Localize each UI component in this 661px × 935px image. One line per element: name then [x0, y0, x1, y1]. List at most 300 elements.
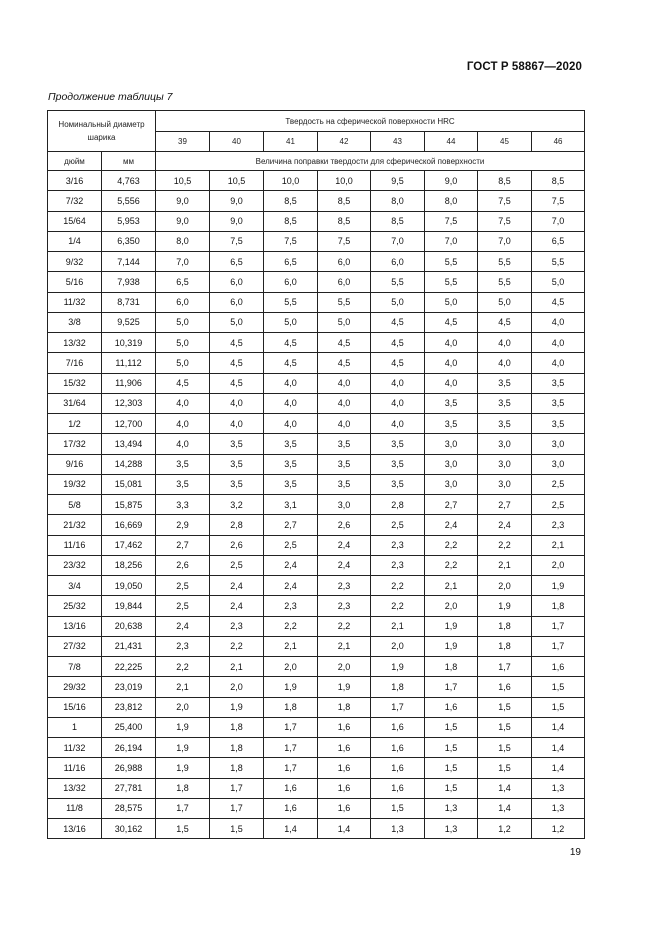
cell-diameter-inch: 11/16 [48, 535, 102, 555]
cell-correction-value: 6,0 [210, 272, 264, 292]
cell-correction-value: 1,2 [532, 819, 585, 839]
cell-correction-value: 7,5 [210, 231, 264, 251]
cell-correction-value: 2,1 [425, 576, 478, 596]
cell-diameter-mm: 9,525 [102, 312, 156, 332]
cell-correction-value: 3,5 [264, 454, 318, 474]
cell-correction-value: 3,0 [532, 434, 585, 454]
cell-correction-value: 2,5 [264, 535, 318, 555]
table-row [48, 333, 585, 353]
cell-correction-value: 1,9 [156, 738, 210, 758]
cell-correction-value: 2,2 [371, 576, 425, 596]
cell-correction-value: 1,9 [425, 636, 478, 656]
cell-correction-value: 1,6 [371, 778, 425, 798]
cell-correction-value: 2,0 [425, 596, 478, 616]
cell-correction-value: 6,5 [264, 252, 318, 272]
cell-correction-value: 1,8 [210, 758, 264, 778]
cell-diameter-mm: 30,162 [102, 819, 156, 839]
cell-correction-value: 7,0 [371, 231, 425, 251]
cell-correction-value: 9,0 [210, 211, 264, 231]
cell-correction-value: 3,5 [371, 454, 425, 474]
cell-diameter-mm: 23,019 [102, 677, 156, 697]
cell-correction-value: 4,5 [210, 353, 264, 373]
cell-correction-value: 2,5 [156, 596, 210, 616]
cell-correction-value: 9,0 [210, 191, 264, 211]
cell-diameter-mm: 21,431 [102, 636, 156, 656]
cell-diameter-inch: 31/64 [48, 393, 102, 413]
cell-correction-value: 4,5 [210, 373, 264, 393]
cell-correction-value: 1,9 [264, 677, 318, 697]
cell-correction-value: 3,5 [264, 434, 318, 454]
page-number: 19 [569, 847, 581, 858]
cell-correction-value: 1,7 [264, 717, 318, 737]
cell-correction-value: 2,5 [371, 515, 425, 535]
cell-diameter-mm: 4,763 [102, 171, 156, 191]
cell-correction-value: 3,3 [156, 495, 210, 515]
cell-correction-value: 10,5 [156, 171, 210, 191]
cell-correction-value: 9,0 [156, 211, 210, 231]
cell-correction-value: 1,5 [425, 778, 478, 798]
cell-correction-value: 4,5 [264, 333, 318, 353]
cell-correction-value: 1,3 [532, 798, 585, 818]
cell-correction-value: 1,5 [425, 758, 478, 778]
cell-correction-value: 2,0 [371, 636, 425, 656]
hardness-column-header: 45 [478, 132, 532, 152]
table-row [48, 819, 585, 839]
cell-diameter-mm: 8,731 [102, 292, 156, 312]
cell-correction-value: 2,3 [371, 535, 425, 555]
cell-correction-value: 1,6 [532, 657, 585, 677]
cell-correction-value: 4,5 [210, 333, 264, 353]
cell-correction-value: 1,5 [478, 717, 532, 737]
cell-correction-value: 1,6 [318, 778, 371, 798]
cell-correction-value: 2,0 [210, 677, 264, 697]
cell-correction-value: 3,5 [532, 414, 585, 434]
cell-diameter-inch: 13/32 [48, 778, 102, 798]
cell-diameter-inch: 13/16 [48, 616, 102, 636]
cell-diameter-mm: 19,050 [102, 576, 156, 596]
cell-correction-value: 3,0 [425, 474, 478, 494]
standard-code: ГОСТ Р 58867—2020 [466, 61, 582, 73]
header-correction-value: Величина поправки твердости для сферической поверхности [156, 152, 585, 171]
cell-correction-value: 2,1 [318, 636, 371, 656]
cell-diameter-inch: 3/16 [48, 171, 102, 191]
cell-correction-value: 3,2 [210, 495, 264, 515]
cell-diameter-inch: 9/16 [48, 454, 102, 474]
cell-correction-value: 1,6 [318, 717, 371, 737]
cell-correction-value: 6,5 [156, 272, 210, 292]
cell-correction-value: 2,6 [156, 555, 210, 575]
cell-diameter-inch: 11/16 [48, 758, 102, 778]
cell-correction-value: 2,0 [156, 697, 210, 717]
cell-correction-value: 8,5 [264, 191, 318, 211]
cell-diameter-mm: 5,556 [102, 191, 156, 211]
cell-correction-value: 4,5 [371, 312, 425, 332]
cell-correction-value: 1,3 [425, 798, 478, 818]
cell-correction-value: 8,5 [371, 211, 425, 231]
cell-correction-value: 4,0 [425, 333, 478, 353]
cell-correction-value: 4,0 [371, 393, 425, 413]
cell-correction-value: 3,0 [478, 454, 532, 474]
cell-diameter-mm: 27,781 [102, 778, 156, 798]
cell-correction-value: 1,4 [478, 798, 532, 818]
cell-correction-value: 8,0 [371, 191, 425, 211]
hardness-correction-table [47, 110, 585, 839]
hardness-column-header: 40 [210, 132, 264, 152]
cell-correction-value: 4,0 [210, 414, 264, 434]
cell-correction-value: 6,5 [532, 231, 585, 251]
cell-correction-value: 2,5 [210, 555, 264, 575]
cell-diameter-inch: 25/32 [48, 596, 102, 616]
cell-correction-value: 4,0 [264, 373, 318, 393]
cell-diameter-inch: 3/4 [48, 576, 102, 596]
cell-correction-value: 8,5 [478, 171, 532, 191]
cell-correction-value: 3,5 [210, 434, 264, 454]
cell-correction-value: 3,5 [156, 474, 210, 494]
cell-correction-value: 1,7 [478, 657, 532, 677]
cell-correction-value: 4,5 [318, 353, 371, 373]
table-row [48, 211, 585, 231]
cell-correction-value: 1,5 [425, 717, 478, 737]
cell-correction-value: 2,1 [371, 616, 425, 636]
cell-correction-value: 4,0 [425, 373, 478, 393]
cell-correction-value: 1,8 [210, 717, 264, 737]
cell-correction-value: 3,5 [156, 454, 210, 474]
cell-correction-value: 1,5 [210, 819, 264, 839]
table-row [48, 414, 585, 434]
cell-correction-value: 2,2 [318, 616, 371, 636]
cell-diameter-mm: 23,812 [102, 697, 156, 717]
cell-diameter-inch: 7/16 [48, 353, 102, 373]
cell-correction-value: 1,9 [371, 657, 425, 677]
cell-correction-value: 5,5 [371, 272, 425, 292]
cell-correction-value: 2,1 [532, 535, 585, 555]
header-nominal-diameter: Номинальный диаметр шарика [48, 111, 156, 152]
table-row [48, 272, 585, 292]
cell-correction-value: 3,5 [532, 373, 585, 393]
cell-correction-value: 2,1 [210, 657, 264, 677]
cell-correction-value: 1,5 [425, 738, 478, 758]
cell-diameter-mm: 15,081 [102, 474, 156, 494]
cell-correction-value: 4,5 [371, 333, 425, 353]
cell-correction-value: 3,5 [318, 434, 371, 454]
cell-correction-value: 3,0 [478, 434, 532, 454]
cell-correction-value: 3,5 [532, 393, 585, 413]
table-row [48, 677, 585, 697]
cell-correction-value: 2,3 [318, 576, 371, 596]
cell-correction-value: 4,0 [532, 312, 585, 332]
cell-diameter-mm: 7,144 [102, 252, 156, 272]
cell-diameter-mm: 6,350 [102, 231, 156, 251]
cell-correction-value: 4,0 [264, 414, 318, 434]
cell-correction-value: 4,5 [371, 353, 425, 373]
cell-correction-value: 1,3 [532, 778, 585, 798]
cell-correction-value: 2,2 [156, 657, 210, 677]
cell-correction-value: 1,8 [210, 738, 264, 758]
cell-correction-value: 8,5 [532, 171, 585, 191]
cell-correction-value: 2,0 [478, 576, 532, 596]
header-unit-mm: мм [102, 152, 156, 171]
cell-correction-value: 1,6 [425, 697, 478, 717]
cell-correction-value: 4,5 [318, 333, 371, 353]
table-row [48, 576, 585, 596]
table-row [48, 454, 585, 474]
cell-correction-value: 1,7 [210, 778, 264, 798]
cell-correction-value: 1,9 [210, 697, 264, 717]
cell-correction-value: 1,6 [318, 738, 371, 758]
table-row [48, 495, 585, 515]
cell-correction-value: 8,0 [156, 231, 210, 251]
cell-correction-value: 1,6 [371, 738, 425, 758]
cell-diameter-mm: 28,575 [102, 798, 156, 818]
cell-correction-value: 4,0 [318, 393, 371, 413]
cell-correction-value: 2,1 [478, 555, 532, 575]
cell-correction-value: 1,7 [532, 616, 585, 636]
cell-correction-value: 2,3 [371, 555, 425, 575]
cell-correction-value: 3,1 [264, 495, 318, 515]
cell-correction-value: 7,0 [478, 231, 532, 251]
cell-correction-value: 1,8 [264, 697, 318, 717]
hardness-column-header: 39 [156, 132, 210, 152]
cell-diameter-inch: 1 [48, 717, 102, 737]
cell-correction-value: 1,8 [425, 657, 478, 677]
cell-correction-value: 8,0 [425, 191, 478, 211]
cell-diameter-mm: 19,844 [102, 596, 156, 616]
cell-correction-value: 3,5 [425, 414, 478, 434]
cell-correction-value: 6,0 [156, 292, 210, 312]
cell-correction-value: 1,9 [478, 596, 532, 616]
cell-diameter-mm: 7,938 [102, 272, 156, 292]
table-row [48, 636, 585, 656]
cell-correction-value: 1,4 [532, 717, 585, 737]
cell-correction-value: 8,5 [264, 211, 318, 231]
cell-diameter-mm: 10,319 [102, 333, 156, 353]
cell-correction-value: 4,0 [156, 393, 210, 413]
cell-correction-value: 1,6 [318, 798, 371, 818]
cell-correction-value: 2,4 [210, 576, 264, 596]
cell-diameter-inch: 17/32 [48, 434, 102, 454]
cell-correction-value: 4,5 [156, 373, 210, 393]
table-row [48, 798, 585, 818]
cell-diameter-inch: 5/8 [48, 495, 102, 515]
cell-correction-value: 1,4 [532, 738, 585, 758]
cell-diameter-inch: 29/32 [48, 677, 102, 697]
cell-correction-value: 4,0 [371, 414, 425, 434]
cell-correction-value: 7,5 [425, 211, 478, 231]
cell-diameter-mm: 5,953 [102, 211, 156, 231]
cell-correction-value: 3,5 [425, 393, 478, 413]
cell-correction-value: 4,0 [264, 393, 318, 413]
cell-diameter-mm: 25,400 [102, 717, 156, 737]
cell-correction-value: 4,0 [371, 373, 425, 393]
cell-correction-value: 6,0 [371, 252, 425, 272]
cell-correction-value: 6,0 [210, 292, 264, 312]
cell-correction-value: 1,9 [318, 677, 371, 697]
cell-correction-value: 2,6 [210, 535, 264, 555]
cell-correction-value: 2,7 [425, 495, 478, 515]
cell-correction-value: 2,5 [532, 474, 585, 494]
cell-correction-value: 5,5 [532, 252, 585, 272]
cell-correction-value: 2,0 [264, 657, 318, 677]
cell-diameter-mm: 11,906 [102, 373, 156, 393]
cell-diameter-inch: 13/16 [48, 819, 102, 839]
cell-correction-value: 1,6 [318, 758, 371, 778]
cell-correction-value: 2,4 [156, 616, 210, 636]
cell-correction-value: 2,4 [425, 515, 478, 535]
cell-diameter-mm: 13,494 [102, 434, 156, 454]
cell-correction-value: 1,5 [532, 677, 585, 697]
cell-correction-value: 6,0 [318, 272, 371, 292]
cell-correction-value: 1,5 [478, 697, 532, 717]
cell-correction-value: 3,0 [318, 495, 371, 515]
cell-correction-value: 7,5 [478, 191, 532, 211]
cell-correction-value: 1,4 [264, 819, 318, 839]
cell-correction-value: 5,0 [478, 292, 532, 312]
cell-correction-value: 3,5 [478, 373, 532, 393]
cell-diameter-inch: 21/32 [48, 515, 102, 535]
cell-diameter-mm: 18,256 [102, 555, 156, 575]
cell-correction-value: 5,5 [264, 292, 318, 312]
cell-diameter-inch: 15/64 [48, 211, 102, 231]
cell-correction-value: 3,5 [264, 474, 318, 494]
cell-correction-value: 1,7 [210, 798, 264, 818]
cell-correction-value: 2,4 [318, 555, 371, 575]
cell-diameter-inch: 7/8 [48, 657, 102, 677]
cell-correction-value: 3,0 [425, 434, 478, 454]
cell-diameter-inch: 15/16 [48, 697, 102, 717]
cell-correction-value: 7,5 [264, 231, 318, 251]
hardness-column-header: 44 [425, 132, 478, 152]
cell-correction-value: 8,5 [318, 191, 371, 211]
cell-correction-value: 1,5 [532, 697, 585, 717]
cell-correction-value: 3,5 [371, 434, 425, 454]
cell-correction-value: 1,9 [532, 576, 585, 596]
cell-diameter-inch: 11/8 [48, 798, 102, 818]
cell-correction-value: 2,3 [532, 515, 585, 535]
cell-correction-value: 2,5 [532, 495, 585, 515]
table-row [48, 231, 585, 251]
cell-correction-value: 4,0 [478, 353, 532, 373]
table-row [48, 697, 585, 717]
table-row [48, 191, 585, 211]
cell-correction-value: 1,4 [478, 778, 532, 798]
cell-diameter-inch: 7/32 [48, 191, 102, 211]
cell-correction-value: 4,0 [156, 414, 210, 434]
table-caption: Продолжение таблицы 7 [48, 91, 173, 103]
header-hardness: Твердость на сферической поверхности HRC [156, 111, 585, 132]
cell-correction-value: 2,2 [371, 596, 425, 616]
cell-correction-value: 5,0 [532, 272, 585, 292]
cell-correction-value: 1,6 [478, 677, 532, 697]
cell-correction-value: 1,6 [371, 758, 425, 778]
cell-diameter-mm: 14,288 [102, 454, 156, 474]
cell-correction-value: 4,5 [478, 312, 532, 332]
cell-correction-value: 4,0 [425, 353, 478, 373]
cell-diameter-mm: 15,875 [102, 495, 156, 515]
cell-correction-value: 2,2 [425, 555, 478, 575]
cell-correction-value: 7,5 [478, 211, 532, 231]
cell-diameter-mm: 26,988 [102, 758, 156, 778]
cell-correction-value: 5,0 [318, 312, 371, 332]
table-row [48, 758, 585, 778]
cell-diameter-inch: 9/32 [48, 252, 102, 272]
cell-correction-value: 1,3 [371, 819, 425, 839]
cell-correction-value: 9,0 [425, 171, 478, 191]
cell-correction-value: 10,0 [318, 171, 371, 191]
cell-correction-value: 7,5 [318, 231, 371, 251]
cell-correction-value: 7,0 [425, 231, 478, 251]
hardness-column-header: 42 [318, 132, 371, 152]
cell-correction-value: 4,5 [264, 353, 318, 373]
cell-correction-value: 3,5 [478, 414, 532, 434]
cell-diameter-mm: 16,669 [102, 515, 156, 535]
cell-diameter-inch: 11/32 [48, 738, 102, 758]
cell-correction-value: 3,0 [532, 454, 585, 474]
cell-correction-value: 3,5 [478, 393, 532, 413]
table-row [48, 515, 585, 535]
table-row [48, 353, 585, 373]
cell-correction-value: 5,0 [425, 292, 478, 312]
cell-correction-value: 4,0 [532, 333, 585, 353]
table-row [48, 596, 585, 616]
cell-correction-value: 2,8 [371, 495, 425, 515]
cell-correction-value: 1,9 [156, 717, 210, 737]
table-row [48, 738, 585, 758]
cell-correction-value: 1,4 [318, 819, 371, 839]
cell-correction-value: 1,6 [264, 798, 318, 818]
cell-correction-value: 4,0 [532, 353, 585, 373]
cell-correction-value: 2,2 [425, 535, 478, 555]
table-row [48, 292, 585, 312]
cell-correction-value: 4,0 [318, 414, 371, 434]
table-row [48, 312, 585, 332]
cell-correction-value: 10,5 [210, 171, 264, 191]
table-row [48, 252, 585, 272]
cell-correction-value: 5,0 [156, 333, 210, 353]
cell-correction-value: 10,0 [264, 171, 318, 191]
cell-correction-value: 1,6 [371, 717, 425, 737]
cell-correction-value: 2,7 [156, 535, 210, 555]
cell-diameter-inch: 13/32 [48, 333, 102, 353]
cell-correction-value: 5,0 [210, 312, 264, 332]
cell-diameter-inch: 19/32 [48, 474, 102, 494]
cell-correction-value: 7,5 [532, 191, 585, 211]
hardness-column-header: 43 [371, 132, 425, 152]
cell-correction-value: 1,7 [532, 636, 585, 656]
cell-correction-value: 4,0 [156, 434, 210, 454]
cell-diameter-mm: 11,112 [102, 353, 156, 373]
cell-correction-value: 3,5 [318, 454, 371, 474]
cell-correction-value: 2,7 [264, 515, 318, 535]
cell-correction-value: 2,4 [210, 596, 264, 616]
cell-correction-value: 5,0 [371, 292, 425, 312]
cell-correction-value: 2,5 [156, 576, 210, 596]
cell-correction-value: 2,2 [478, 535, 532, 555]
cell-correction-value: 1,3 [425, 819, 478, 839]
table-row [48, 373, 585, 393]
table-row [48, 535, 585, 555]
cell-correction-value: 4,5 [425, 312, 478, 332]
cell-correction-value: 1,5 [156, 819, 210, 839]
cell-diameter-inch: 15/32 [48, 373, 102, 393]
cell-correction-value: 2,4 [264, 555, 318, 575]
table-row [48, 778, 585, 798]
cell-correction-value: 6,0 [318, 252, 371, 272]
cell-correction-value: 1,8 [478, 616, 532, 636]
cell-correction-value: 3,5 [210, 474, 264, 494]
cell-correction-value: 2,2 [210, 636, 264, 656]
header-unit-inch: дюйм [48, 152, 102, 171]
cell-correction-value: 4,0 [318, 373, 371, 393]
